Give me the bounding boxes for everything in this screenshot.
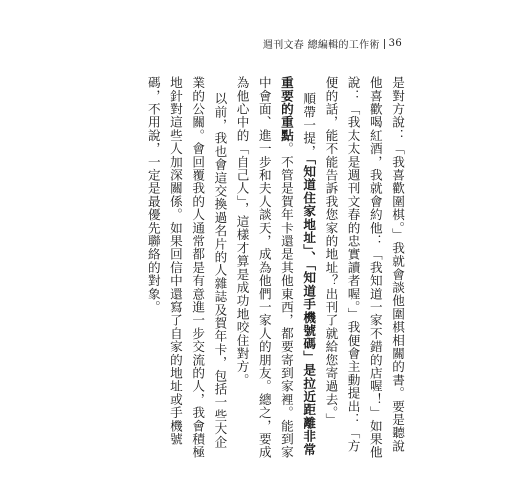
book-title: 週刊文春 總編輯的工作術 (262, 40, 380, 51)
body-text (142, 76, 408, 461)
paragraph-3: 以前，我也會這交換過名片的人雜誌及賀年卡，包括一些大企業的公關。會回覆我的人通常都是有意進一步交流的人，我會積極地針對這些人加深關係。如果回信中還寫了自家的地址或手機號碼，不用說，一定是最優先聯絡的對象。 (145, 76, 228, 459)
paragraph-2 (230, 76, 319, 461)
paragraph-2-lead: 順帶一提， (301, 92, 317, 159)
emphasis-text: 「知道住家地址」、「知道手機號碼」是拉近距離非常重要的重點 (278, 76, 317, 457)
running-header (263, 36, 402, 51)
paragraph-2-rest: 。不管是賀年卡還是其他東西，都要寄到家裡。能到家中會面、進一步和夫人談天，成為他們一家人的朋友。總之，要成為他心中的「自己人」，這樣才算是成功地咬住對方。 (234, 76, 294, 459)
header-divider (384, 39, 385, 49)
page-number: 36 (388, 38, 402, 49)
paragraph-1: 是對方說：「我喜歡圍棋。」我就會談他圍棋相關的書。要是聽說他喜歡喝紅酒，我就會約他：「我知道一家不錯的店喔！」如果他說：「我太太是週刊文春的忠實讀者喔。」我便會主動提出：「方便的話，能不能告訴我您家的地址？出刊了就給您寄過去。」 (323, 76, 405, 459)
